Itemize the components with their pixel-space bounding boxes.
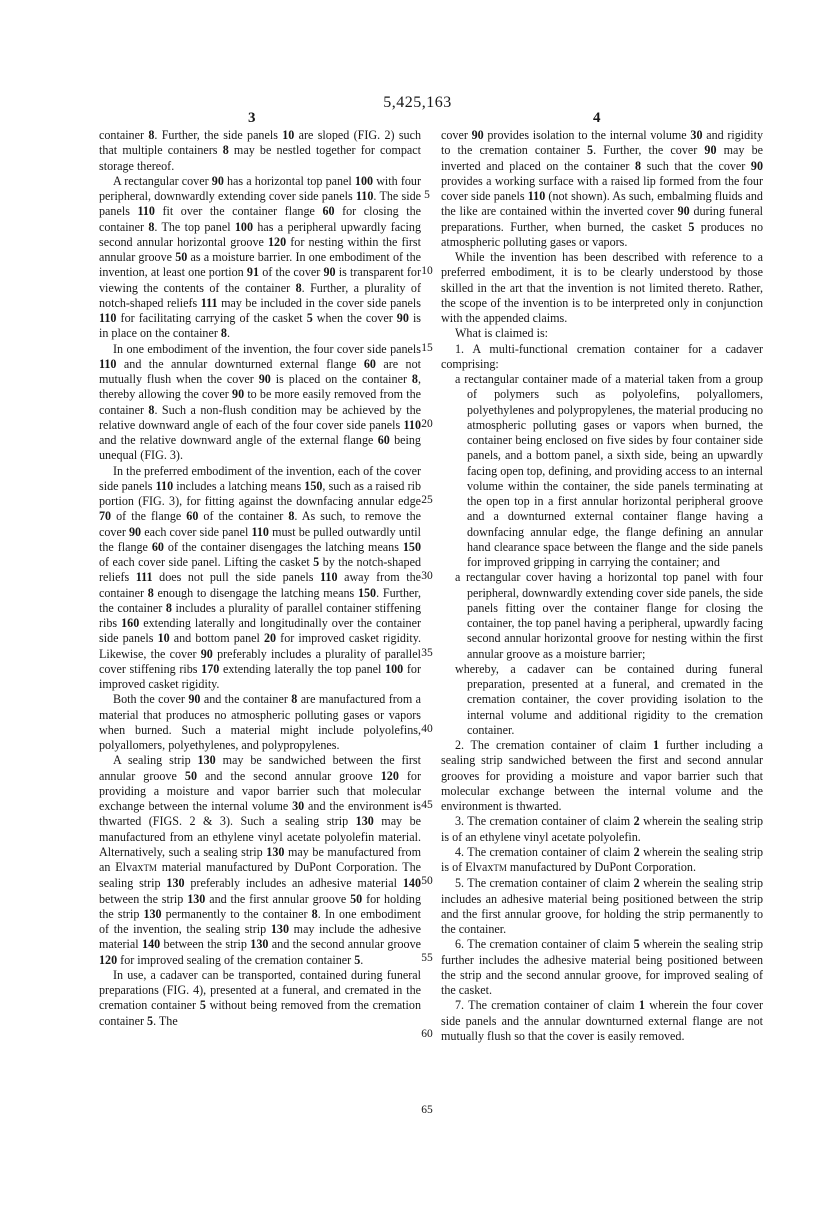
left-text-column	[99, 128, 421, 1029]
paragraph: cover 90 provides isolation to the internal volume 30 and rigidity to the cremation container 5. Further, the cover 90 may be inverted and placed on the container 8 such that the cover 90 provides a working surface with a raised lip formed from the four cover side panels 110 (not shown). As such, embalming fluids and the like are contained within the inverted cover 90 during funeral preparations. Further, when burned, the casket 5 produces no atmospheric polluting gases or vapors.	[441, 128, 763, 249]
line-number: 45	[421, 799, 433, 811]
line-number: 25	[421, 494, 433, 506]
paragraph: A sealing strip 130 may be sandwiched between the first annular groove 50 and the second annular groove 120 for providing a moisture and vapor barrier such that molecular exchange between the internal volume 30 and the environment is thwarted (FIGS. 2 & 3). Such a sealing strip 130 may be manufactured from an ethylene vinyl acetate polyolefin material. Alternatively, such a sealing strip 130 may be manufactured from an ElvaxTM material manufactured by DuPont Corporation. The sealing strip 130 preferably includes an adhesive material 140 between the strip 130 and the first annular groove 50 for holding the strip 130 permanently to the container 8. In one embodiment of the invention, the sealing strip 130 may include the adhesive material 140 between the strip 130 and the second annular groove 120 for improved sealing of the cremation container 5.	[99, 753, 422, 967]
paragraph: What is claimed is:	[455, 326, 549, 341]
paragraph: whereby, a cadaver can be contained during funeral preparation, presented at a funeral, and cremated in the cremation container, the cover providing isolation to the internal volume and additional rigidity to the cremation container.	[455, 661, 763, 737]
paragraph: a rectangular container made of a material taken from a group of polymers such as polyolefins, polyallomers, polyethylenes and polypropylenes, the material producing no atmospheric polluting gases or vapors when burned, the container being enclosed on five sides by four container side panels, and a bottom panel, a sixth side, being an upwardly facing open top, defining, and providing access to an internal volume within the container, the side panels terminating at the open top in a first annular horizontal peripheral groove and a downturned external container flange having a downfacing annular edge, the flange defining an annular hand clearance space between the flange and the side panels for improved gripping in carrying the container; and	[455, 372, 763, 569]
line-number: 40	[421, 722, 433, 735]
right-text-column	[441, 128, 763, 1044]
paragraph: 6. The cremation container of claim 5 wherein the sealing strip further includes the adhesive material being positioned between the strip and the second annular groove, for improved sealing of the casket.	[441, 937, 763, 997]
paragraph: 3. The cremation container of claim 2 wherein the sealing strip is of an ethylene vinyl acetate polyolefin.	[441, 814, 763, 844]
line-number: 50	[421, 875, 433, 888]
paragraph: container 8. Further, the side panels 10 are sloped (FIG. 2) such that multiple containers 8 may be nestled together for compact storage thereof.	[99, 128, 421, 173]
paragraph: 5. The cremation container of claim 2 wherein the sealing strip includes an adhesive material being positioned between the strip and the first annular groove, for holding the strip permanently to the container.	[441, 876, 763, 936]
line-number: 30	[421, 570, 433, 583]
paragraph: 4. The cremation container of claim 2 wherein the sealing strip is of ElvaxTM manufactured by DuPont Corporation.	[441, 844, 763, 874]
paragraph: In the preferred embodiment of the invention, each of the cover side panels 110 includes a latching means 150, such as a raised rib portion (FIG. 3), for fitting against the downfacing annular edge 70 of the flange 60 of the container 8. As such, to remove the cover 90 each cover side panel 110 must be pulled outwardly until the flange 60 of the container disengages the latching means 150 of each cover side panel. Lifting the casket 5 by the notch-shaped reliefs 111 does not pull the side panels 110 away from the container 8 enough to disengage the latching means 150. Further, the container 8 includes a plurality of parallel container stiffening ribs 160 extending laterally and longitudinally over the container side panels 10 and bottom panel 20 for improved casket rigidity. Likewise, the cover 90 preferably includes a plurality of parallel cover stiffening ribs 170 extending laterally the top panel 100 for improved casket rigidity.	[99, 463, 421, 691]
line-number: 55	[421, 951, 433, 964]
paragraph: a rectangular cover having a horizontal top panel with four peripheral, downwardly extending cover side panels, the side panels fitting over the container flange for closing the container, the top panel having a peripheral, upwardly facing second annular horizontal groove for nesting within the first annular groove as a moisture barrier;	[455, 570, 763, 661]
line-number: 35	[421, 646, 433, 659]
left-page-number: 3	[248, 110, 256, 126]
paragraph: A rectangular cover 90 has a horizontal top panel 100 with four peripheral, downwardly extending cover side panels 110. The side panels 110 fit over the container flange 60 for closing the container 8. The top panel 100 has a peripheral upwardly facing second annular horizontal groove 120 for nesting within the first annular groove 50 as a moisture barrier. In one embodiment of the invention, at least one portion 91 of the cover 90 is transparent for viewing the contents of the container 8. Further, a plurality of notch-shaped reliefs 111 may be included in the cover side panels 110 for facilitating carrying of the casket 5 when the cover 90 is in place on the container 8.	[99, 173, 422, 341]
paragraph: 2. The cremation container of claim 1 further including a sealing strip sandwiched between the first and second annular grooves for providing a moisture and vapor barrier such that molecular exchange between the internal volume and the environment is thwarted.	[441, 738, 764, 813]
paragraph: While the invention has been described with reference to a preferred embodiment, it is to be clearly understood by those skilled in the art that the invention is not limited thereto. Rather, the scope of the invention is to be interpreted only in conjunction with the appended claims.	[441, 250, 763, 325]
paragraph: 7. The cremation container of claim 1 wherein the four cover side panels and the annular downturned external flange are not mutually flush so that the cover is easily removed.	[441, 998, 763, 1043]
line-number: 15	[421, 341, 433, 354]
line-number: 20	[421, 417, 433, 430]
right-page-number: 4	[593, 110, 601, 126]
line-number: 10	[421, 265, 433, 278]
line-number: 5	[424, 189, 430, 201]
line-number: 60	[421, 1027, 433, 1040]
paragraph: In use, a cadaver can be transported, contained during funeral preparations (FIG. 4), presented at a funeral, and cremated in the cremation container 5 without being removed from the cremation container 5. The	[99, 967, 421, 1028]
patent-number: 5,425,163	[383, 94, 452, 111]
paragraph: 1. A multi-functional cremation container for a cadaver comprising:	[441, 341, 763, 371]
paragraph: In one embodiment of the invention, the four cover side panels 110 and the annular downturned external flange 60 are not mutually flush when the cover 90 is placed on the container 8, thereby allowing the cover 90 to be more easily removed from the container 8. Such a non-flush condition may be achieved by the relative downward angle of each of the four cover side panels 110 and the relative downward angle of the external flange 60 being unequal (FIG. 3).	[99, 341, 422, 463]
paragraph: Both the cover 90 and the container 8 are manufactured from a material that produces no atmospheric polluting gases or vapors when burned. Such a material might include polyolefins, polyallomers, polyethylenes, and polypropylenes.	[99, 692, 421, 752]
line-number: 65	[421, 1104, 433, 1116]
